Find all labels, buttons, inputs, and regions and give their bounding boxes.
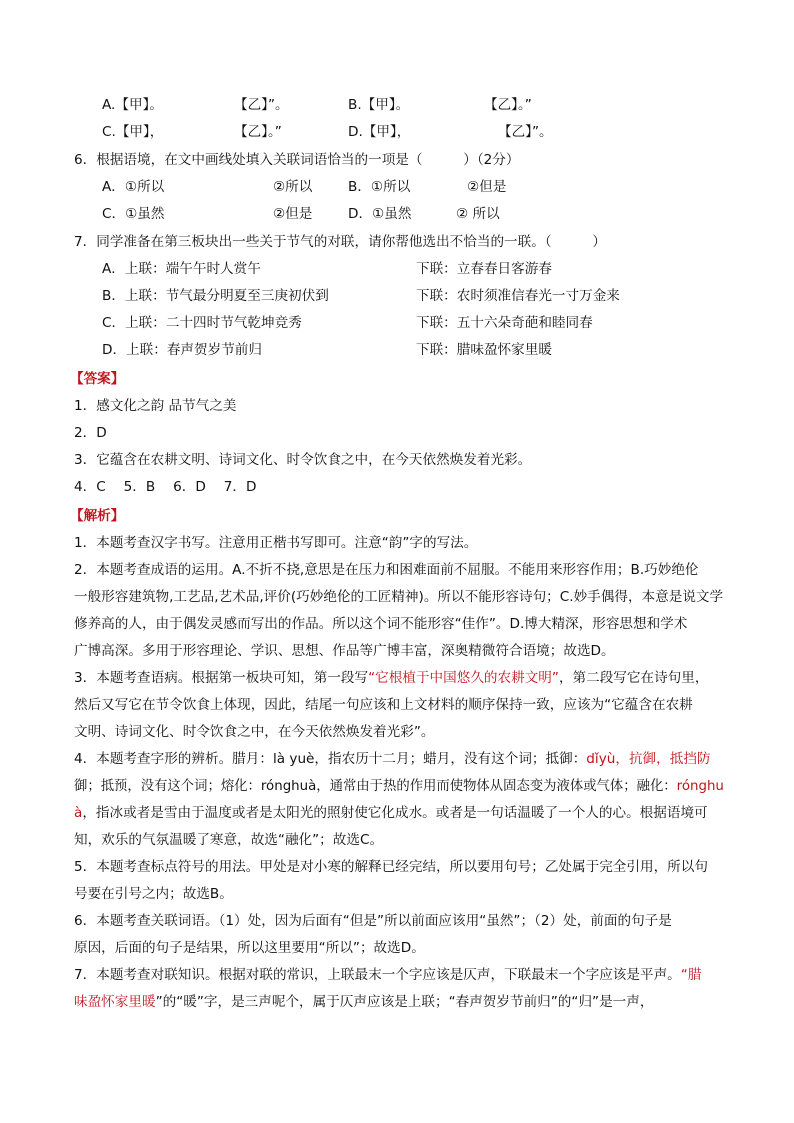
- q7-option-c-down: 下联：五十六朵奇葩和睦同春: [416, 315, 593, 331]
- analysis-item-2-line-1: 2．本题考查成语的运用。A.不折不挠,意思是在压力和困难面前不屈服。不能用来形容作用；B.巧妙绝伦: [74, 562, 699, 578]
- answer-line-3: 3．它蕴含在农耕文明、诗词文化、时令饮食之中，在今天依然焕发着光彩。: [74, 452, 532, 468]
- analysis-item-4-line-4: 知，欢乐的气氛温暖了寒意，故选“融化”；故选C。: [74, 832, 384, 848]
- analysis-item-3-line-2: 然后又写它在节令饮食上体现，因此，结尾一句应该和上文材料的顺序保持一致，应该为“它蕴含在农耕: [74, 697, 693, 713]
- highlighted-text: dǐyù，抗御，抵挡防: [586, 751, 711, 767]
- q7-option-a-down: 下联：立春春日客游春: [416, 261, 552, 277]
- q7-option-d-up: D．上联：春声贺岁节前归: [102, 342, 262, 358]
- q6-option-b-2: ②但是: [467, 179, 507, 195]
- q5-option-a-right: 【乙】”。: [234, 97, 289, 113]
- analysis-item-6-line-2: 原因，后面的句子是结果，所以这里要用“所以”；故选D。: [74, 940, 425, 956]
- highlighted-quote: “它根植于中国悠久的农耕文明”: [368, 670, 559, 686]
- analysis-item-4-line-2: [74, 777, 724, 795]
- analysis-item-1: 1．本题考查汉字书写。注意用正楷书写即可。注意“韵”字的写法。: [74, 535, 478, 551]
- q5-option-d-right: 【乙】”。: [498, 124, 553, 140]
- answer-line-1: 1．感文化之韵 品节气之美: [74, 398, 237, 414]
- analysis-text: rónghuà，通常由于热的作用而使物体从固态变为液体或气体；融化：: [260, 778, 677, 794]
- highlighted-text: rónghu: [676, 778, 724, 794]
- analysis-item-2-line-3: 修养高的人，由于偶发灵感而写出的作品。所以这个词不能形容“佳作”。D.博大精深，形容思想和学术: [74, 616, 688, 632]
- q6-option-c: C．①虽然: [102, 206, 165, 222]
- q6-option-a: A．①所以: [102, 179, 165, 195]
- q7-option-b-up: B．上联：节气最分明夏至三庚初伏到: [102, 288, 329, 304]
- q7-stem: 7．同学准备在第三板块出一些关于节气的对联，请你帮他选出不恰当的一联。（ ）: [74, 234, 607, 250]
- analysis-text: 3．本题考查语病。根据第一板块可知，第一段写: [74, 670, 369, 686]
- analysis-text: ，第二段写它在诗句里，: [558, 670, 709, 686]
- q6-stem: 6．根据语境，在文中画线处填入关联词语恰当的一项是（ ）（2分）: [74, 152, 520, 168]
- analysis-text: 4．本题考查字形的辨析。腊月：: [74, 751, 273, 767]
- q6-option-b: B．①所以: [348, 179, 411, 195]
- analysis-item-5-line-1: 5．本题考查标点符号的用法。甲处是对小寒的解释已经完结，所以要用句号；乙处属于完全引用，所以句: [74, 859, 708, 875]
- analysis-item-5-line-2: 号要在引号之内；故选B。: [74, 886, 233, 902]
- q6-option-d-2: ② 所以: [456, 206, 500, 222]
- q5-option-c-right: 【乙】。”: [234, 124, 282, 140]
- answer-line-4: 4．C 5．B 6．D 7．D: [74, 479, 257, 495]
- analysis-item-7-line-1: [74, 966, 701, 984]
- analysis-item-2-line-2: 一般形容建筑物,工艺品,艺术品,评价(巧妙绝伦的工匠精神)。所以不能形容诗句；C.妙手偶得，本意是说文学: [74, 589, 724, 605]
- analysis-text: ”的“暖”字，是三声呢个，属于仄声应该是上联；“春声贺岁节前归”的“归”是一声，: [155, 994, 654, 1010]
- analysis-text: 7．本题考查对联知识。根据对联的常识，上联最末一个字应该是仄声，下联最末一个字应该是平声。: [74, 967, 681, 983]
- analysis-item-4-line-3: [74, 804, 708, 822]
- q6-option-c-2: ②但是: [273, 206, 313, 222]
- q5-option-b-right: 【乙】。”: [484, 97, 532, 113]
- q7-option-c-up: C．上联：二十四时节气乾坤竞秀: [102, 315, 302, 331]
- q5-option-d: D.【甲】，: [348, 124, 411, 140]
- q5-option-c: C.【甲】，: [102, 124, 164, 140]
- answer-heading: 【答案】: [70, 371, 125, 387]
- analysis-text: ，指冰或者是雪由于温度或者是太阳光的照射使它化成水。或者是一句话温暖了一个人的心。根据语境可: [82, 805, 708, 821]
- q7-option-b-down: 下联：农时须准信春光一寸万金来: [416, 288, 620, 304]
- q6-option-d: D．①虽然: [348, 206, 412, 222]
- analysis-item-6-line-1: 6．本题考查关联词语。（1）处，因为后面有“但是”所以前面应该用“虽然”；（2）处，前面的句子是: [74, 913, 672, 929]
- q7-option-a-up: A．上联：端午午时人赏午: [102, 261, 261, 277]
- highlighted-text: 味盈怀家里暖: [74, 994, 156, 1010]
- analysis-item-4-line-1: [74, 750, 711, 768]
- q6-option-a-2: ②所以: [273, 179, 313, 195]
- q7-option-d-down: 下联：腊味盈怀家里暖: [416, 342, 552, 358]
- analysis-text: 御；抵预，没有这个词；熔化：: [74, 778, 261, 794]
- q5-option-b: B.【甲】。: [348, 97, 410, 113]
- analysis-item-7-line-2: [74, 993, 653, 1011]
- analysis-item-3-line-3: 文明、诗词文化、时令饮食之中，在今天依然焕发着光彩”。: [74, 724, 435, 740]
- analysis-text: là yuè，指农历十二月；蜡月，没有这个词；抵御：: [272, 751, 587, 767]
- highlighted-text: “腊: [680, 967, 702, 983]
- q5-option-a: A.【甲】。: [102, 97, 163, 113]
- analysis-item-2-line-4: 广博高深。多用于形容理论、学识、思想、作品等广博丰富，深奥精微符合语境；故选D。: [74, 643, 615, 659]
- analysis-item-3-line-1: [74, 669, 708, 687]
- answer-line-2: 2．D: [74, 425, 107, 441]
- analysis-heading: 【解析】: [70, 508, 125, 524]
- highlighted-text: à: [74, 805, 83, 821]
